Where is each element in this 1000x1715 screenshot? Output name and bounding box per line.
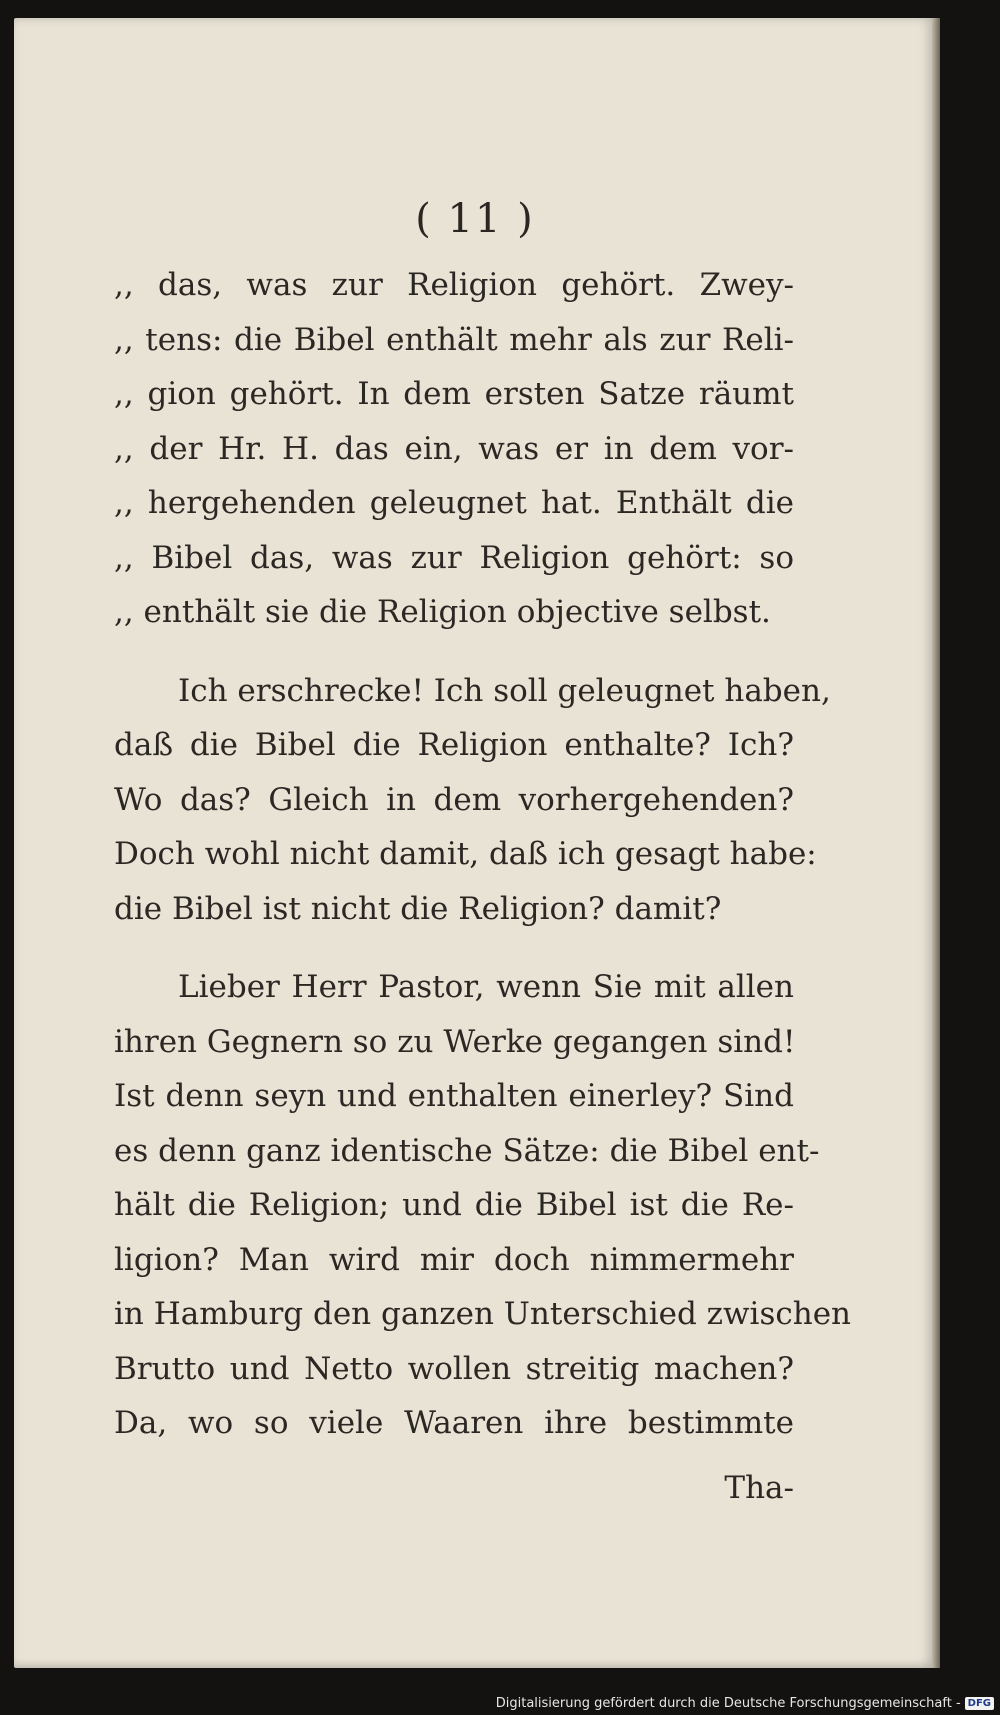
text-line: Ist denn seyn und enthalten einerley? Sind [114,1078,794,1114]
text-line: ligion? Man wird mir doch nimmermehr [114,1241,794,1278]
text-line: ,, Bibel das, was zur Religion gehört: so [114,539,794,576]
footer-credit-text: Digitalisierung gefördert durch die Deutsche Forschungsgemeinschaft - [495,1695,961,1711]
paragraph-gap [114,640,794,664]
text-line: ihren Gegnern so zu Werke gegangen sind! [114,1023,796,1060]
text-line: Ich erschrecke! Ich soll geleugnet haben, [178,672,831,709]
dfg-logo-icon: DFG [965,1697,994,1710]
text-line: Lieber Herr Pastor, wenn Sie mit allen [178,969,794,1005]
body-text [114,258,852,1451]
text-line: ,, enthält sie die Religion objective selbst. [114,594,771,630]
text-line: ,, tens: die Bibel enthält mehr als zur Reli- [114,321,794,358]
text-line: Wo das? Gleich in dem vorhergehenden? [114,781,794,818]
book-page [14,18,936,1668]
text-line: ,, das, was zur Religion gehört. Zwey- [114,267,794,303]
paragraph-gap [114,936,794,960]
text-line: Doch wohl nicht damit, daß ich gesagt habe: [114,836,817,872]
text-line: ,, hergehenden geleugnet hat. Enthält die [114,485,794,521]
text-line: hält die Religion; und die Bibel ist die Re- [114,1187,794,1223]
text-line: die Bibel ist nicht die Religion? damit? [114,890,722,927]
text-line: ,, gion gehört. In dem ersten Satze räumt [114,376,794,412]
page-number: ( 11 ) [415,196,535,242]
text-line: Da, wo so viele Waaren ihre bestimmte [114,1405,794,1441]
text-line: daß die Bibel die Religion enthalte? Ich? [114,727,794,763]
text-line: in Hamburg den ganzen Unterschied zwischen [114,1296,852,1332]
text-line: Brutto und Netto wollen streitig machen? [114,1350,794,1387]
text-line: es denn ganz identische Sätze: die Bibel ent- [114,1132,820,1169]
catchword: Tha- [724,1470,794,1506]
text-line: ,, der Hr. H. das ein, was er in dem vor- [114,430,794,467]
page-edge [932,18,940,1668]
footer-credit [496,1693,994,1713]
